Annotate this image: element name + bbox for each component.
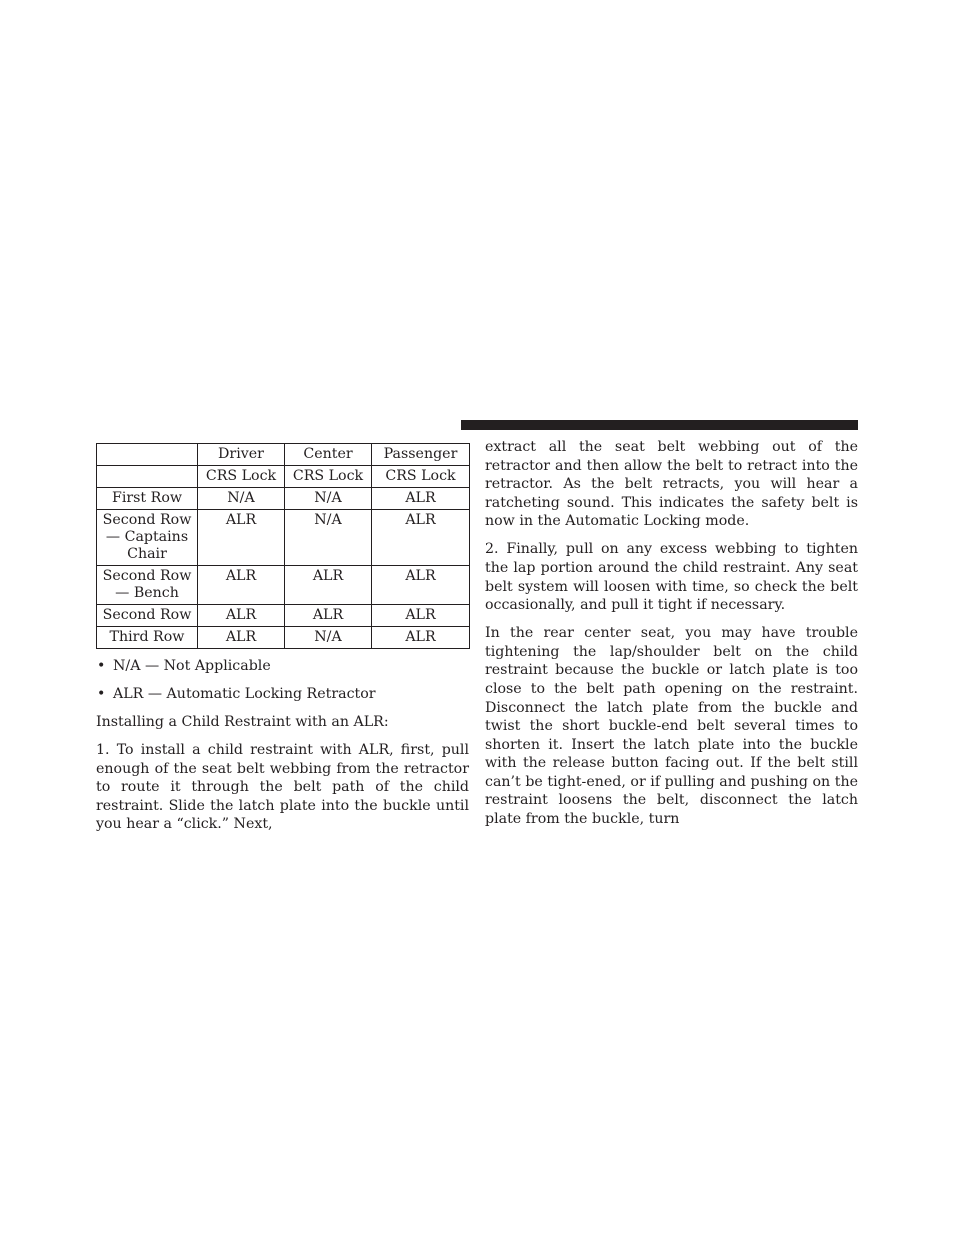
table-header-cell: CRS Lock xyxy=(198,466,285,488)
table-header-row xyxy=(97,466,470,488)
table-cell: ALR xyxy=(198,605,285,627)
table-cell: Second Row — Captains Chair xyxy=(97,510,198,566)
table-cell: ALR xyxy=(372,605,470,627)
list-item-text: ALR — Automatic Locking Retractor xyxy=(113,685,376,702)
table-row xyxy=(97,605,470,627)
table-row xyxy=(97,566,470,605)
table-header-row xyxy=(97,444,470,466)
right-column xyxy=(485,438,858,838)
table-cell: ALR xyxy=(198,566,285,605)
list-item xyxy=(96,685,469,704)
table-cell: ALR xyxy=(285,566,372,605)
table-cell: First Row xyxy=(97,488,198,510)
list-item xyxy=(96,657,469,676)
table-cell: ALR xyxy=(198,627,285,649)
table-header-cell: CRS Lock xyxy=(285,466,372,488)
paragraph: 2. Finally, pull on any excess webbing to tighten the lap portion around the child restraint. Any seat belt system will loosen with time, so check the belt occasionally, and pull it tight if necessary. xyxy=(485,541,858,614)
table-cell: ALR xyxy=(285,605,372,627)
table-cell: Second Row — Bench xyxy=(97,566,198,605)
table-cell: ALR xyxy=(372,488,470,510)
instructions-heading: Installing a Child Restraint with an ALR: xyxy=(96,713,389,730)
table-cell: ALR xyxy=(372,627,470,649)
table-row xyxy=(97,627,470,649)
table-header-cell: CRS Lock xyxy=(372,466,470,488)
table-cell: N/A xyxy=(285,510,372,566)
seat-restraint-table xyxy=(96,443,470,649)
bullet-icon: • xyxy=(97,685,106,702)
table-cell: ALR xyxy=(372,566,470,605)
table-cell: N/A xyxy=(285,627,372,649)
legend-list xyxy=(96,657,469,704)
table-cell: Second Row xyxy=(97,605,198,627)
left-column xyxy=(96,443,469,843)
table-row xyxy=(97,510,470,566)
section-header-bar xyxy=(461,420,858,430)
table-header-cell: Driver xyxy=(198,444,285,466)
table-cell: ALR xyxy=(372,510,470,566)
table-cell: Third Row xyxy=(97,627,198,649)
table-cell: ALR xyxy=(198,510,285,566)
table-cell: N/A xyxy=(198,488,285,510)
paragraph: 1. To install a child restraint with ALR, first, pull enough of the seat belt webbing from the retractor to route it through the belt path of the child restraint. Slide the latch plate into the buckle until you hear a “click.” Next, xyxy=(96,741,469,833)
list-item-text: N/A — Not Applicable xyxy=(113,658,271,674)
paragraph: In the rear center seat, you may have trouble tightening the lap/shoulder belt on the child restraint because the buckle or latch plate is too close to the belt path opening on the restraint. Disconnect the latch plate from the buckle and twist the short buckle-end belt several times to shorten it. Insert the latch plate into the buckle with the release button facing out. If the belt still can’t be tight-ened, or if pulling and pushing on the restraint loosens the belt, disconnect the latch plate from the buckle, turn xyxy=(485,625,858,828)
table-header-cell xyxy=(97,466,198,488)
table-header-cell: Passenger xyxy=(372,444,470,466)
table-cell: N/A xyxy=(285,488,372,510)
table-row xyxy=(97,488,470,510)
paragraph: extract all the seat belt webbing out of the retractor and then allow the belt to retract into the retractor. As the belt retracts, you will hear a ratcheting sound. This indicates the safety belt is now in the Automatic Locking mode. xyxy=(485,439,858,530)
bullet-icon: • xyxy=(97,658,106,674)
table-header-cell: Center xyxy=(285,444,372,466)
table-header-cell xyxy=(97,444,198,466)
